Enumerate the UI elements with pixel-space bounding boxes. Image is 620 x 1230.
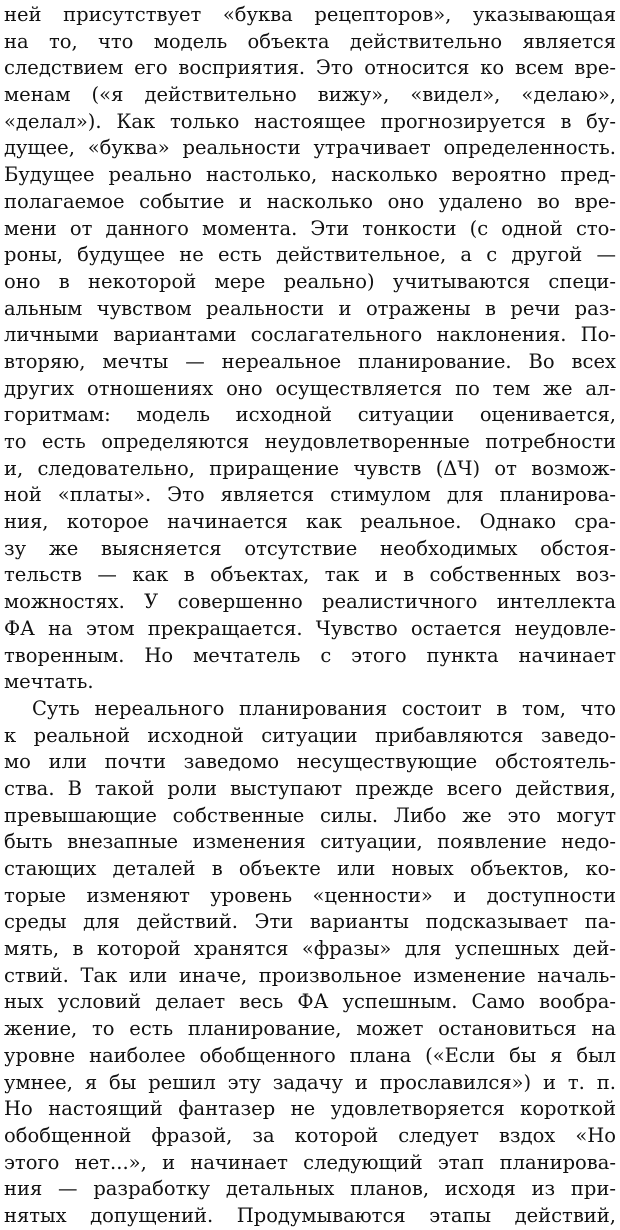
text-line: менам («я действительно вижу», «видел», «делаю»,: [4, 83, 616, 107]
text-line: жение, то есть планирование, может остановиться на: [4, 1017, 616, 1041]
text-line: уровне наиболее обобщенного плана («Если бы я был: [4, 1043, 616, 1067]
text-line: ния — разработку детальных планов, исходя из при-: [4, 1177, 616, 1201]
text-line: оно в некоторой мере реально) учитываются специ-: [4, 269, 616, 293]
text-line: можностях. У совершенно реалистичного интеллекта: [4, 590, 616, 614]
text-line: этого нет...», и начинает следующий этап планирова-: [4, 1150, 616, 1174]
text-line: мо или почти заведомо несуществующие обстоятель-: [4, 750, 616, 774]
text-line: роны, будущее не есть действительное, а с другой —: [4, 243, 616, 267]
text-line: на то, что модель объекта действительно является: [4, 29, 616, 53]
text-line: мени от данного момента. Эти тонкости (с одной сто-: [4, 216, 616, 240]
text-line: ствий. Так или иначе, произвольное изменение началь-: [4, 963, 616, 987]
text-line: ной «платы». Это является стимулом для планирова-: [4, 483, 616, 507]
text-line: Но настоящий фантазер не удовлетворяется короткой: [4, 1097, 616, 1121]
text-line: мять, в которой хранятся «фразы» для успешных дей-: [4, 937, 616, 961]
text-line: мечтать.: [4, 670, 94, 694]
text-line: обобщенной фразой, за которой следует вздох «Но: [4, 1123, 616, 1147]
text-line: полагаемое событие и насколько оно удалено во вре-: [4, 189, 616, 213]
text-line: личными вариантами сослагательного наклонения. По-: [4, 323, 616, 347]
text-line: ства. В такой роли выступают прежде всего действия,: [4, 776, 616, 800]
text-line: быть внезапные изменения ситуации, появление недо-: [4, 830, 616, 854]
text-line: вторяю, мечты — нереальное планирование. Во всех: [4, 349, 616, 373]
text-line: ней присутствует «буква рецепторов», указывающая: [4, 3, 616, 26]
text-line: стающих деталей в объекте или новых объектов, ко-: [4, 857, 616, 880]
text-line: среды для действий. Эти варианты подсказывает па-: [4, 910, 616, 934]
text-line: и, следовательно, приращение чувств (ΔЧ) от возмож-: [4, 456, 616, 480]
text-line: то есть определяются неудовлетворенные потребности: [4, 430, 616, 453]
text-line: превышающие собственные силы. Либо же это могут: [4, 803, 616, 827]
text-line: умнее, я бы решил эту задачу и прославился») и т. п.: [4, 1070, 616, 1094]
text-line: нятых допущений. Продумываются этапы действий,: [4, 1203, 616, 1227]
text-line: к реальной исходной ситуации прибавляются заведо-: [4, 723, 616, 747]
document-page: [4, 2, 616, 1230]
text-line: горитмам: модель исходной ситуации оценивается,: [4, 403, 616, 427]
text-line: других отношениях оно осуществляется по тем же ал-: [4, 376, 616, 400]
text-line: дущее, «буква» реальности утрачивает определенность.: [4, 136, 616, 160]
text-line: «делал»). Как только настоящее прогнозируется в бу-: [4, 109, 616, 133]
text-line: торые изменяют уровень «ценности» и доступности: [4, 883, 616, 907]
text-line: тельств — как в объектах, так и в собственных воз-: [4, 563, 616, 587]
text-line: Суть нереального планирования состоит в том, что: [32, 696, 616, 720]
text-line: ФА на этом прекращается. Чувство остается неудовле-: [4, 616, 616, 640]
text-line: зу же выясняется отсутствие необходимых обстоя-: [4, 536, 616, 560]
text-line: ных условий делает весь ФА успешным. Само вообра-: [4, 990, 616, 1014]
text-line: ния, которое начинается как реальное. Однако сра-: [4, 510, 616, 534]
text-line: творенным. Но мечтатель с этого пункта начинает: [4, 643, 616, 667]
text-line: следствием его восприятия. Это относится ко всем вре-: [4, 56, 616, 80]
text-line: альным чувством реальности и отражены в речи раз-: [4, 296, 616, 320]
text-line: Будущее реально настолько, насколько вероятно пред-: [4, 163, 616, 187]
